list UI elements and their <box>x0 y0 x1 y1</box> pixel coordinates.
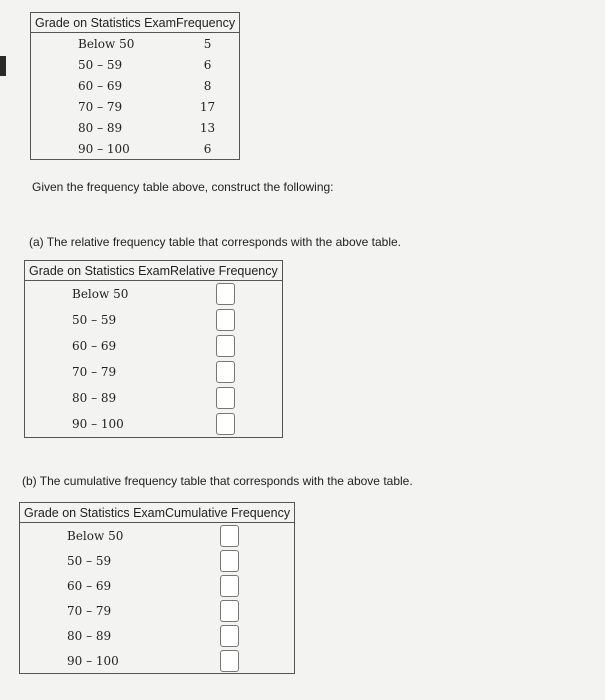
table-row <box>25 359 283 385</box>
header-relative-frequency: Relative Frequency <box>170 261 282 281</box>
frequency-cell: 5 <box>203 36 212 51</box>
frequency-cell: 8 <box>203 78 212 93</box>
table-row <box>31 33 240 55</box>
table-row <box>25 385 283 411</box>
grade-cell: 60 – 69 <box>67 578 112 593</box>
table-row <box>20 648 295 674</box>
grade-cell: 90 – 100 <box>67 653 119 668</box>
header-cumulative-frequency: Cumulative Frequency <box>165 503 295 523</box>
part-b-prompt: (b) The cumulative frequency table that corresponds with the above table. <box>22 474 413 488</box>
frequency-cell: 17 <box>199 99 216 114</box>
table-row <box>25 307 283 333</box>
grade-cell: 80 – 89 <box>72 391 117 405</box>
grade-cell: Below 50 <box>72 287 129 301</box>
table-row <box>31 75 240 96</box>
table-row <box>31 138 240 160</box>
frequency-cell: 6 <box>203 141 212 156</box>
header-grade: Grade on Statistics Exam <box>20 503 166 523</box>
cumulative-frequency-input[interactable] <box>220 575 239 597</box>
grade-cell: 90 – 100 <box>78 141 130 156</box>
table-row <box>25 333 283 359</box>
relative-frequency-input[interactable] <box>216 387 235 409</box>
header-grade: Grade on Statistics Exam <box>25 261 171 281</box>
cumulative-frequency-input[interactable] <box>220 600 239 622</box>
table-row <box>25 411 283 438</box>
header-frequency: Frequency <box>176 13 240 33</box>
cumulative-frequency-input[interactable] <box>220 625 239 647</box>
grade-cell: 50 – 59 <box>78 57 123 72</box>
table-row <box>20 598 295 623</box>
cumulative-frequency-input[interactable] <box>220 650 239 672</box>
grade-cell: 80 – 89 <box>67 628 112 643</box>
frequency-cell: 6 <box>203 57 212 72</box>
cumulative-frequency-table <box>19 502 295 674</box>
grade-cell: 80 – 89 <box>78 120 123 135</box>
table-row <box>20 548 295 573</box>
table-row <box>31 54 240 75</box>
frequency-cell: 13 <box>199 120 216 135</box>
grade-cell: 50 – 59 <box>72 313 117 327</box>
table-row <box>20 623 295 648</box>
cumulative-frequency-input[interactable] <box>220 550 239 572</box>
relative-frequency-input[interactable] <box>216 413 235 435</box>
frequency-table <box>30 12 240 160</box>
grade-cell: 90 – 100 <box>72 417 124 431</box>
relative-frequency-input[interactable] <box>216 361 235 383</box>
part-a-prompt: (a) The relative frequency table that corresponds with the above table. <box>29 235 401 249</box>
grade-cell: 70 – 79 <box>67 603 112 618</box>
header-grade: Grade on Statistics Exam <box>31 13 177 33</box>
grade-cell: 70 – 79 <box>72 365 117 379</box>
table-row <box>31 117 240 138</box>
table-row <box>20 523 295 549</box>
grade-cell: Below 50 <box>78 36 135 51</box>
instructions-text: Given the frequency table above, construct the following: <box>32 180 334 194</box>
cumulative-frequency-input[interactable] <box>220 525 239 547</box>
grade-cell: 50 – 59 <box>67 553 112 568</box>
grade-cell: Below 50 <box>67 528 124 543</box>
table-row <box>25 281 283 308</box>
relative-frequency-input[interactable] <box>216 309 235 331</box>
relative-frequency-table <box>24 260 283 438</box>
table-row <box>20 573 295 598</box>
table-row <box>31 96 240 117</box>
grade-cell: 60 – 69 <box>78 78 123 93</box>
grade-cell: 70 – 79 <box>78 99 123 114</box>
relative-frequency-input[interactable] <box>216 283 235 305</box>
grade-cell: 60 – 69 <box>72 339 117 353</box>
edge-marker <box>0 56 6 76</box>
relative-frequency-input[interactable] <box>216 335 235 357</box>
